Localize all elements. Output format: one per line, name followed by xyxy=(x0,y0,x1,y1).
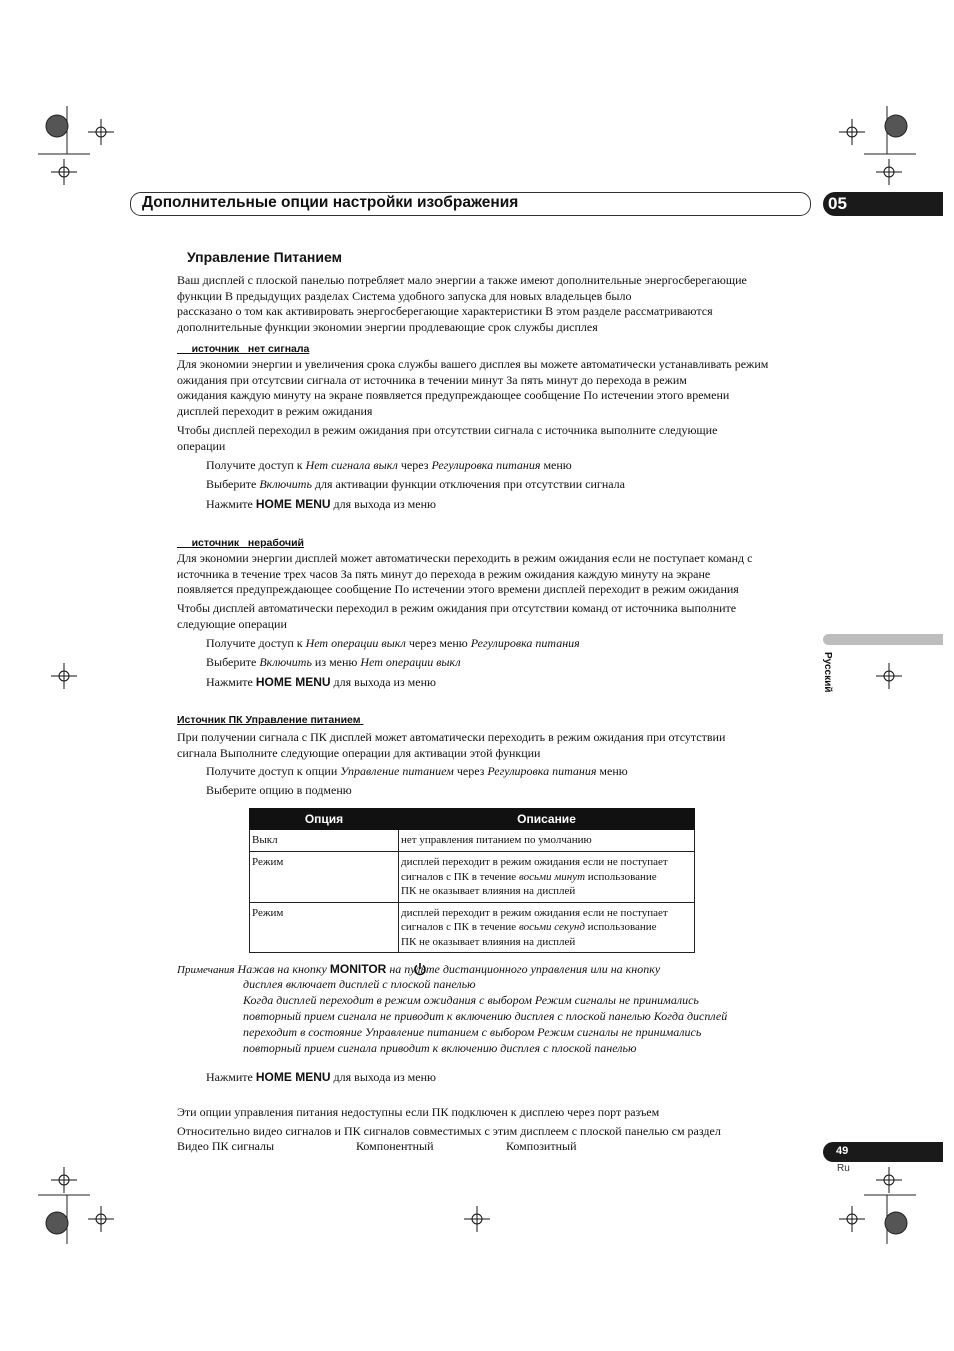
subsection-title-pc-power: Источник ПК Управление питанием xyxy=(177,714,364,726)
description-cell: дисплей переходит в режим ожидания если не поступает сигналов с ПК в течение восьми минут использование ПК не оказывает влияния на дисплей xyxy=(399,852,695,903)
home-menu-key: HOME MENU xyxy=(255,497,331,511)
table-header-row xyxy=(250,809,695,830)
paragraph-line: Для экономии энергии и увеличения срока службы вашего дисплея вы можете автоматически устанавливать режим xyxy=(177,357,769,371)
notes-line-1: Примечания Нажав на кнопку MONITOR на пульте дистанционного управления или на кнопку xyxy=(177,962,661,976)
column-header-description: Описание xyxy=(399,809,695,830)
paragraph-line: сигнала Выполните следующие операции для активации этой функции xyxy=(177,745,541,760)
description-cell: нет управления питанием по умолчанию xyxy=(399,830,695,852)
no-operation-step-2: Выберите Включить из меню Нет операции выкл xyxy=(206,655,461,669)
home-menu-key: HOME MENU xyxy=(255,675,331,689)
note-line: повторный прием сигнала не приводит к включению дисплея с плоской панелью Когда дисплей xyxy=(243,1009,728,1023)
pc-power-paragraph xyxy=(177,730,725,761)
page-language-code: Ru xyxy=(837,1163,850,1174)
paragraph-line: следующие операции xyxy=(177,616,287,631)
paragraph-line: появляется предупреждающее сообщение По истечении этого времени дисплей переходит в режим ожидания xyxy=(177,582,739,597)
paragraph-line: При получении сигнала с ПК дисплей может автоматически переходить в режим ожидания при отсутствии xyxy=(177,730,726,744)
note-line: Когда дисплей переходит в режим ожидания с выбором Режим сигналы не принимались xyxy=(243,993,699,1007)
option-cell: Выкл xyxy=(250,830,399,852)
pc-power-step-2: Выберите опцию в подменю xyxy=(206,783,352,797)
subsection-title-no-signal: источник нет сигнала xyxy=(177,343,310,355)
footer-note-reference: Относительно видео сигналов и ПК сигналов совместимых с этим дисплеем с плоской панелью см раздел xyxy=(177,1124,721,1138)
table-row xyxy=(250,852,695,903)
footer-ref-pc-signals: Видео ПК сигналы xyxy=(177,1139,275,1153)
option-cell: Режим xyxy=(250,902,399,953)
intro-line: Ваш дисплей с плоской панелью потребляет мало энергии а также имеют дополнительные энергосберегающие xyxy=(177,273,747,287)
footer-note-availability: Эти опции управления питания недоступны если ПК подключен к дисплею через порт разъем xyxy=(177,1105,660,1119)
language-tab-label: Русский xyxy=(822,652,833,693)
note-line: дисплея включает дисплей с плоской панелью xyxy=(243,977,476,991)
home-menu-key: HOME MENU xyxy=(255,1070,331,1084)
pc-power-step-1: Получите доступ к опции Управление питанием через Регулировка питания меню xyxy=(206,764,628,778)
no-operation-step-1: Получите доступ к Нет операции выкл через меню Регулировка питания xyxy=(206,636,580,650)
power-icon xyxy=(413,962,427,976)
no-signal-step-1: Получите доступ к Нет сигнала выкл через Регулировка питания меню xyxy=(206,458,572,472)
language-tab-bar xyxy=(823,634,943,645)
paragraph-line: ожидания при отсутсвии сигнала от источника в течении минут За пять минут до перехода в режим xyxy=(177,372,687,387)
paragraph-line: Чтобы дисплей переходил в режим ожидания при отсутствии сигнала с источника выполните следующие xyxy=(177,423,718,437)
footer-ref-composite: Композитный xyxy=(506,1139,577,1153)
description-cell: дисплей переходит в режим ожидания если не поступает сигналов с ПК в течение восьми секунд использование ПК не оказывает влияния на дисплей xyxy=(399,902,695,953)
paragraph-line: источника в течение трех часов За пять минут до перехода в режим ожидания каждую минуту на экране xyxy=(177,566,711,581)
pc-power-step-3: Нажмите HOME MENU для выхода из меню xyxy=(206,1070,436,1084)
paragraph-line: Для экономии энергии дисплей может автоматически переходить в режим ожидания если не поступает команд с xyxy=(177,551,753,565)
paragraph-line: ожидания каждую минуту на экране появляется предупреждающее сообщение По истечении этого времени xyxy=(177,388,730,403)
table-row xyxy=(250,830,695,852)
notes-label: Примечания xyxy=(177,964,235,976)
intro-line: дополнительные функции экономии энергии продлевающие срок службы дисплея xyxy=(177,319,598,334)
paragraph-line: дисплей переходит в режим ожидания xyxy=(177,403,373,418)
note-line: повторный прием сигнала приводит к включению дисплея с плоской панелью xyxy=(243,1041,637,1055)
column-header-option: Опция xyxy=(250,809,399,830)
no-signal-step-3: Нажмите HOME MENU для выхода из меню xyxy=(206,497,436,511)
no-operation-step-3: Нажмите HOME MENU для выхода из меню xyxy=(206,675,436,689)
no-operation-instructions xyxy=(177,601,736,632)
chapter-number: 05 xyxy=(828,194,847,213)
table-row xyxy=(250,902,695,953)
power-options-table xyxy=(249,808,695,953)
subsection-title-no-operation: источник нерабочий xyxy=(177,537,305,549)
section-title: Управление Питанием xyxy=(187,249,342,265)
page-number: 49 xyxy=(836,1145,849,1157)
monitor-key: MONITOR xyxy=(329,962,387,976)
notes-body xyxy=(243,976,727,1056)
no-operation-paragraph xyxy=(177,551,752,598)
chapter-title: Дополнительные опции настройки изображения xyxy=(142,194,519,211)
no-signal-instructions xyxy=(177,423,717,454)
no-signal-paragraph xyxy=(177,357,768,419)
no-signal-step-2: Выберите Включить для активации функции отключения при отсутствии сигнала xyxy=(206,477,625,491)
note-line: переходит в состояние Управление питанием с выбором Режим сигналы не принимались xyxy=(243,1025,702,1039)
footer-ref-component: Компонентный xyxy=(356,1139,434,1153)
intro-line: рассказано о том как активировать энергосберегающие характеристики В этом разделе рассматриваются xyxy=(177,304,713,319)
paragraph-line: операции xyxy=(177,438,226,453)
intro-line: функции В предыдущих разделах Система удобного запуска для новых владельцев было xyxy=(177,288,632,303)
intro-paragraph xyxy=(177,273,747,335)
option-cell: Режим xyxy=(250,852,399,903)
paragraph-line: Чтобы дисплей автоматически переходил в режим ожидания при отсутствии команд от источника выполните xyxy=(177,601,737,615)
